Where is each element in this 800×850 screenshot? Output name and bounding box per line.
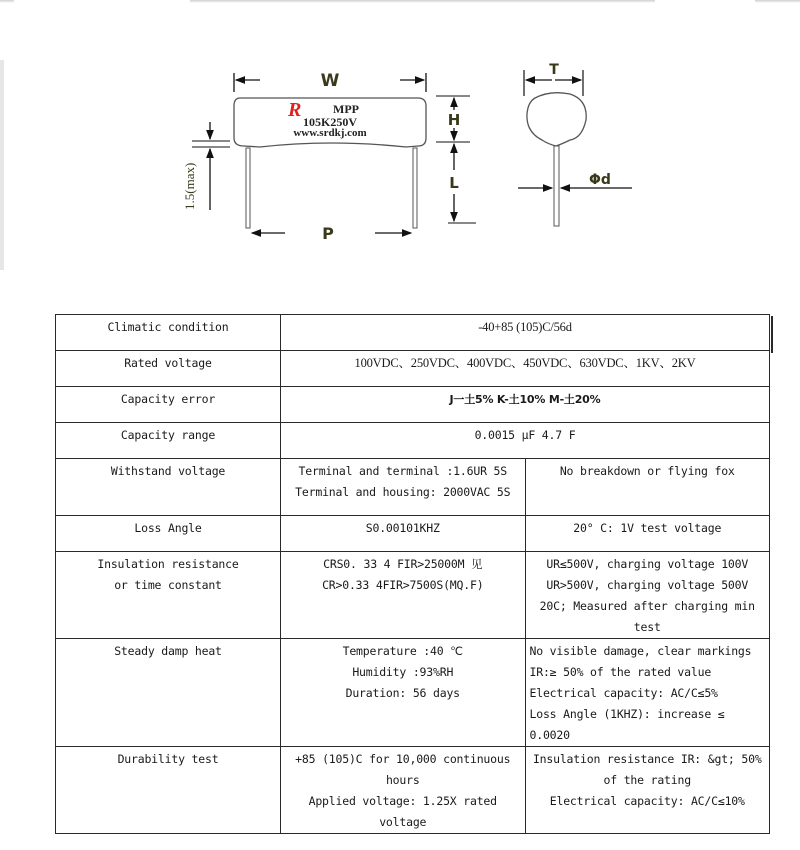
row-label: Capacity range: [56, 423, 281, 459]
row-value: 100VDC、250VDC、400VDC、450VDC、630VDC、1KV、2KV: [281, 351, 770, 387]
dim-label-w: W: [320, 71, 340, 91]
front-view-drawing: [160, 60, 480, 250]
row-value: -40+85 (105)C/56d: [281, 315, 770, 351]
row-label: Withstand voltage: [56, 459, 281, 516]
row-label: Rated voltage: [56, 351, 281, 387]
marking-website: www.srdkj.com: [293, 127, 367, 139]
row-condition: S0.00101KHZ: [281, 516, 526, 552]
table-row-durability-test: [56, 747, 770, 834]
table-row-steady-damp-heat: [56, 639, 770, 747]
row-label: Loss Angle: [56, 516, 281, 552]
table-row-insulation-resistance: [56, 552, 770, 639]
row-requirement: No visible damage, clear markings IR:≥ 50% of the rated value Electrical capacity: AC/C≤5% Loss Angle (1KHZ): increase ≤ 0.0020: [525, 639, 770, 747]
row-label: Durability test: [56, 747, 281, 834]
left-edge-strip: [0, 60, 4, 270]
row-requirement: UR≤500V, charging voltage 100V UR>500V, charging voltage 500V 20C; Measured after charging min test: [525, 552, 770, 639]
table-row-rated-voltage: [56, 351, 770, 387]
spec-table: [55, 314, 770, 834]
dim-label-t: T: [549, 62, 559, 78]
dim-label-h: H: [447, 111, 461, 129]
marking-series: MPP: [333, 102, 359, 116]
table-edge-artifact: [771, 316, 773, 353]
top-shadow-center: [190, 0, 655, 3]
table-row-capacity-error: [56, 387, 770, 423]
row-condition: CRS0. 33 4 FIR>25000M 见 CR>0.33 4FIR>7500S(MQ.F): [281, 552, 526, 639]
dim-label-p: P: [322, 224, 334, 243]
top-shadow-left: [0, 0, 14, 3]
row-value: J一土5% K-土10% M-土20%: [281, 387, 770, 423]
row-requirement: Insulation resistance IR: &gt; 50% of the rating Electrical capacity: AC/C≤10%: [525, 747, 770, 834]
table-row-capacity-range: [56, 423, 770, 459]
table-row-withstand-voltage: [56, 459, 770, 516]
row-label: Insulation resistance or time constant: [56, 552, 281, 639]
table-row-loss-angle: [56, 516, 770, 552]
row-label: Steady damp heat: [56, 639, 281, 747]
row-condition: +85 (105)C for 10,000 continuous hours Applied voltage: 1.25X rated voltage: [281, 747, 526, 834]
marking-code: 105K250V: [303, 115, 357, 129]
dim-label-phi-d: Φd: [589, 172, 611, 188]
row-requirement: 20° C: 1V test voltage: [525, 516, 770, 552]
row-value: 0.0015 μF 4.7 F: [281, 423, 770, 459]
row-requirement: No breakdown or flying fox: [525, 459, 770, 516]
row-condition: Terminal and terminal :1.6UR 5S Terminal and housing: 2000VAC 5S: [281, 459, 526, 516]
dim-label-l: L: [449, 174, 459, 192]
side-view-drawing: [500, 60, 640, 240]
row-label: Climatic condition: [56, 315, 281, 351]
row-label: Capacity error: [56, 387, 281, 423]
row-condition: Temperature :40 ℃ Humidity :93%RH Duration: 56 days: [281, 639, 526, 747]
table-row-climatic: [56, 315, 770, 351]
dim-label-clearance: 1.5(max): [182, 162, 197, 210]
top-shadow-right: [755, 0, 800, 3]
logo-r-icon: R: [288, 99, 302, 121]
